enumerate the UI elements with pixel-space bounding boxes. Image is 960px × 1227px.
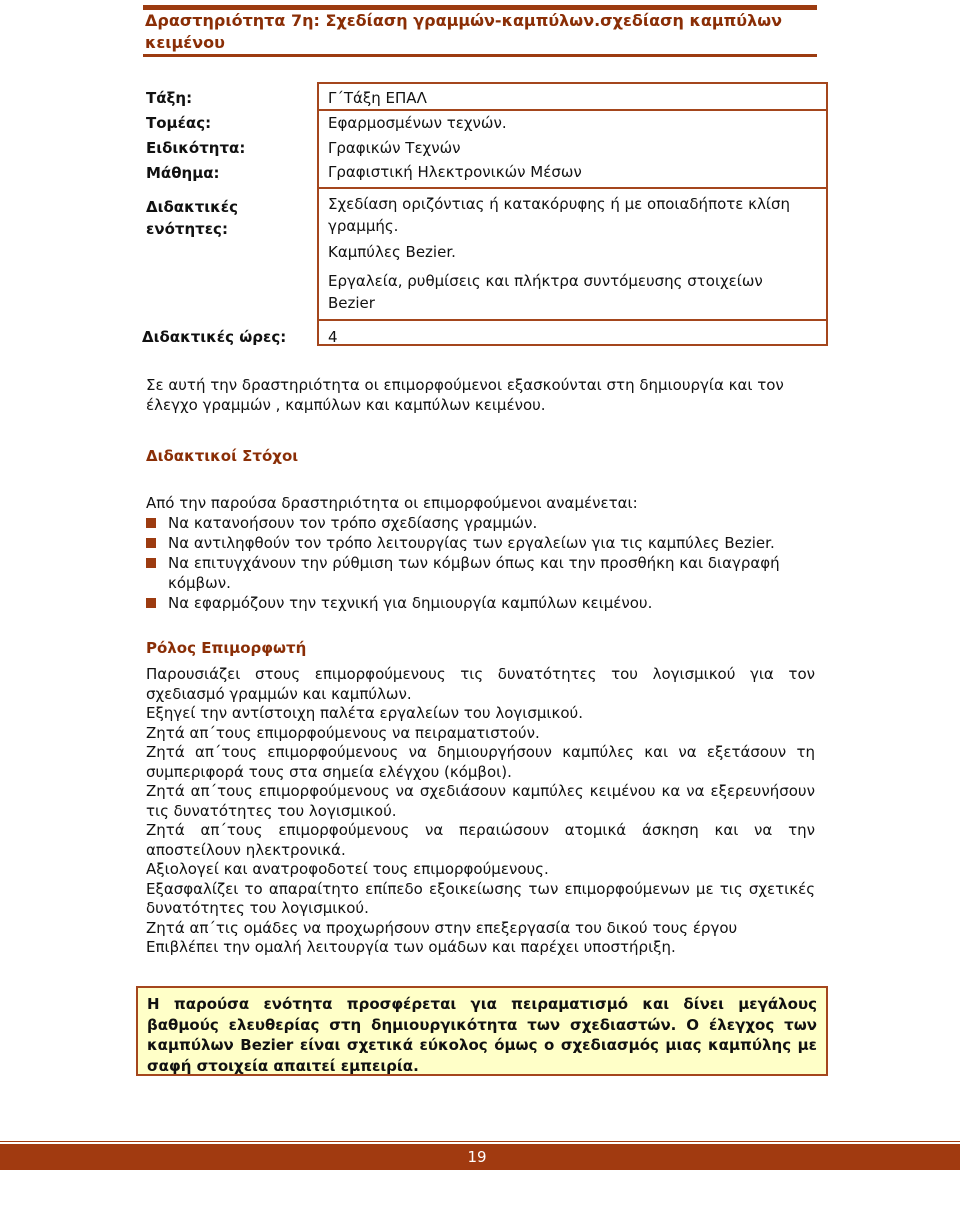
list-item-text: Να κατανοήσουν τον τρόπο σχεδίασης γραμμών. bbox=[168, 514, 538, 532]
enotites-value: Σχεδίαση οριζόντιας ή κατακόρυφης ή με οποιαδήποτε κλίση γραμμής. bbox=[328, 195, 790, 235]
list-item bbox=[146, 553, 818, 593]
role-line: Ζητά απ΄τους επιμορφούμενους να πειραματιστούν. bbox=[146, 723, 540, 742]
list-item-text: Να αντιληφθούν τον τρόπο λειτουργίας των εργαλείων για τις καμπύλες Bezier. bbox=[168, 534, 775, 552]
list-item-text: Να εφαρμόζουν την τεχνική για δημιουργία καμπύλων κειμένου. bbox=[168, 594, 653, 612]
square-bullet-icon bbox=[146, 518, 156, 528]
role-line: Ζητά απ΄τις ομάδες να προχωρήσουν στην επεξεργασία του δικού τους έργου bbox=[146, 918, 738, 937]
role-line: Επιβλέπει την ομαλή λειτουργία των ομάδων και παρέχει υποστήριξη. bbox=[146, 938, 676, 956]
footer-rule bbox=[0, 1141, 960, 1142]
page-number: 19 bbox=[467, 1148, 487, 1166]
info-table bbox=[136, 82, 828, 346]
taxi-value: Γ΄Τάξη ΕΠΑΛ bbox=[328, 89, 427, 107]
taxi-label: Τάξη: bbox=[146, 89, 193, 107]
list-item bbox=[146, 593, 818, 613]
enotites-value: Εργαλεία, ρυθμίσεις και πλήκτρα συντόμευσης στοιχείων Bezier bbox=[328, 272, 763, 312]
tomeas-label: Τομέας: bbox=[146, 114, 212, 132]
footer-bar bbox=[0, 1144, 960, 1170]
square-bullet-icon bbox=[146, 558, 156, 568]
enotites-label-line: Διδακτικές bbox=[146, 198, 239, 216]
mathima-value: Γραφιστική Ηλεκτρονικών Μέσων bbox=[328, 163, 582, 181]
role-line: Αξιολογεί και ανατροφοδοτεί τους επιμορφούμενους. bbox=[146, 860, 549, 878]
eidikotita-value: Γραφικών Τεχνών bbox=[328, 139, 461, 157]
ores-label: Διδακτικές ώρες: bbox=[142, 328, 287, 346]
info-value-box bbox=[317, 319, 828, 346]
role-line: Παρουσιάζει στους επιμορφούμενους τις δυνατότητες του λογισμικού για τον σχεδιασμό γραμμών και καμπύλων. bbox=[146, 665, 815, 703]
role-line: Ζητά απ΄τους επιμορφούμενους να δημιουργήσουν καμπύλες και να εξετάσουν τη συμπεριφορά τους στα σημεία ελέγχου (κόμβοι). bbox=[146, 743, 815, 781]
goals-list bbox=[146, 513, 818, 613]
activity-title: Δραστηριότητα 7η: Σχεδίαση γραμμών-καμπύλων.σχεδίαση καμπύλων κειμένου bbox=[145, 11, 783, 52]
list-item bbox=[146, 513, 818, 533]
ores-value: 4 bbox=[328, 328, 338, 346]
tomeas-value: Εφαρμοσμένων τεχνών. bbox=[328, 114, 507, 132]
role-line: Εξηγεί την αντίστοιχη παλέτα εργαλείων του λογισμικού. bbox=[146, 704, 583, 722]
square-bullet-icon bbox=[146, 538, 156, 548]
enotites-label bbox=[146, 196, 238, 240]
goals-heading: Διδακτικοί Στόχοι bbox=[146, 447, 299, 465]
mathima-label: Μάθημα: bbox=[146, 164, 220, 182]
intro-paragraph: Σε αυτή την δραστηριότητα οι επιμορφούμενοι εξασκούνται στη δημιουργία και τον έλεγχο γραμμών , καμπύλων και καμπύλων κειμένου. bbox=[146, 376, 784, 414]
role-line: Εξασφαλίζει το απαραίτητο επίπεδο εξοικείωσης των επιμορφούμενων με τις σχετικές δυνατότητες του λογισμικού. bbox=[146, 879, 815, 917]
list-item bbox=[146, 533, 818, 553]
note-box: Η παρούσα ενότητα προσφέρεται για πειραματισμό και δίνει μεγάλους βαθμούς ελευθερίας στη δημιουργικότητα των σχεδιαστών. Ο έλεγχος των καμπύλων Bezier είναι σχετικά εύκολος όμως ο σχεδιασμός μιας καμπύλης με σαφή στοιχεία απαιτεί εμπειρία. bbox=[136, 986, 828, 1076]
list-item-text: Να επιτυγχάνουν την ρύθμιση των κόμβων όπως και την προσθήκη και διαγραφή κόμβων. bbox=[168, 554, 780, 592]
enotites-label-line: ενότητες: bbox=[146, 220, 228, 238]
square-bullet-icon bbox=[146, 598, 156, 608]
title-rule bbox=[143, 54, 817, 57]
role-line: Ζητά απ΄τους επιμορφούμενους να περαιώσουν ατομικά άσκηση και να την αποστείλουν ηλεκτρονικά. bbox=[146, 821, 815, 859]
role-heading: Ρόλος Επιμορφωτή bbox=[146, 639, 307, 657]
enotites-value: Καμπύλες Bezier. bbox=[328, 243, 456, 261]
role-line: Ζητά απ΄τους επιμορφούμενους να σχεδιάσουν καμπύλες κειμένου κα να εξερευνήσουν τις δυνατότητες του λογισμικού. bbox=[146, 782, 815, 820]
role-section bbox=[146, 665, 815, 958]
goals-intro: Από την παρούσα δραστηριότητα οι επιμορφούμενοι αναμένεται: bbox=[146, 494, 638, 512]
eidikotita-label: Ειδικότητα: bbox=[146, 139, 246, 157]
